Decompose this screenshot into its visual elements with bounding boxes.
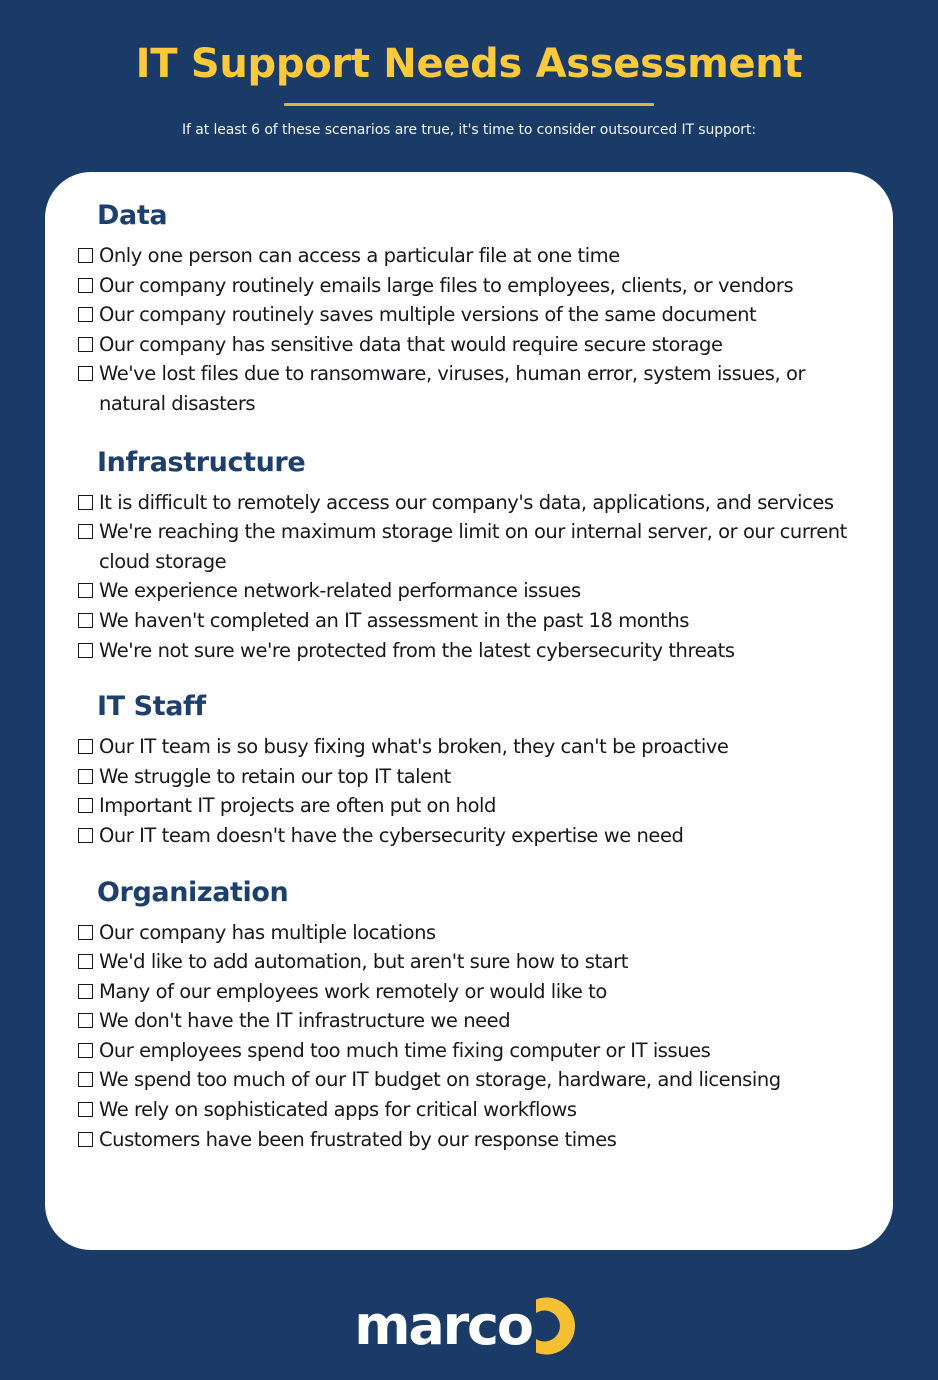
checklist-item-label: Important IT projects are often put on hold <box>99 794 496 818</box>
checkbox-icon[interactable] <box>78 1102 93 1117</box>
checklist-item[interactable] <box>75 821 863 851</box>
title-divider <box>284 103 654 106</box>
checklist-item[interactable] <box>75 606 863 636</box>
checklist-item-label: Our company routinely emails large files to employees, clients, or vendors <box>99 273 794 297</box>
checkbox-icon[interactable] <box>78 769 93 784</box>
page-title: IT Support Needs Assessment <box>135 41 803 87</box>
checklist-item-label: Our company has sensitive data that would require secure storage <box>99 332 723 356</box>
checkbox-icon[interactable] <box>78 984 93 999</box>
checklist-item[interactable] <box>75 330 863 360</box>
checklist-item-label: Our company routinely saves multiple versions of the same document <box>99 303 757 327</box>
checklist-item[interactable] <box>75 762 863 792</box>
checklist-item-label: We experience network-related performance issues <box>99 579 581 603</box>
checkbox-icon[interactable] <box>78 524 93 539</box>
page-footer <box>0 1272 938 1380</box>
checklist-item[interactable] <box>75 977 863 1007</box>
checklist-card <box>45 172 893 1250</box>
checklist-section <box>75 877 863 1155</box>
checklist-item-label: We're reaching the maximum storage limit on our internal server, or our current cloud storage <box>99 520 847 573</box>
checklist-item[interactable] <box>75 517 863 576</box>
checkbox-icon[interactable] <box>78 828 93 843</box>
checklist-section <box>75 447 863 666</box>
checklist-item[interactable] <box>75 1065 863 1095</box>
logo-wordmark: marco <box>354 1294 532 1357</box>
checkbox-icon[interactable] <box>78 583 93 598</box>
section-heading: IT Staff <box>97 691 206 723</box>
checklist-items <box>75 918 863 1155</box>
checkbox-icon[interactable] <box>78 1043 93 1058</box>
checkbox-icon[interactable] <box>78 925 93 940</box>
checkbox-icon[interactable] <box>78 739 93 754</box>
checklist-item-label: We haven't completed an IT assessment in the past 18 months <box>99 608 689 632</box>
checklist-item-label: We spend too much of our IT budget on storage, hardware, and licensing <box>99 1068 781 1092</box>
checklist-item-label: Our company has multiple locations <box>99 920 436 944</box>
checklist-section <box>75 200 863 419</box>
checkbox-icon[interactable] <box>78 798 93 813</box>
marco-logo <box>354 1290 583 1362</box>
checklist-item-label: Our IT team is so busy fixing what's broken, they can't be proactive <box>99 735 729 759</box>
checkbox-icon[interactable] <box>78 278 93 293</box>
checkbox-icon[interactable] <box>78 1132 93 1147</box>
checklist-item[interactable] <box>75 636 863 666</box>
checklist-item[interactable] <box>75 732 863 762</box>
checklist-items <box>75 488 863 666</box>
checkbox-icon[interactable] <box>78 366 93 381</box>
section-heading: Organization <box>97 876 289 908</box>
page-subtitle: If at least 6 of these scenarios are true, it's time to consider outsourced IT support: <box>182 122 756 138</box>
checklist-item[interactable] <box>75 1006 863 1036</box>
checkbox-icon[interactable] <box>78 248 93 263</box>
section-heading: Infrastructure <box>97 446 306 478</box>
checklist-item[interactable] <box>75 359 863 418</box>
checkbox-icon[interactable] <box>78 954 93 969</box>
checkbox-icon[interactable] <box>78 1013 93 1028</box>
checklist-item-label: We're not sure we're protected from the latest cybersecurity threats <box>99 638 735 662</box>
page-header <box>0 0 938 138</box>
checkbox-icon[interactable] <box>78 307 93 322</box>
checklist-item-label: We don't have the IT infrastructure we need <box>99 1009 511 1033</box>
checklist-item[interactable] <box>75 1125 863 1155</box>
checklist-items <box>75 732 863 850</box>
checklist-item-label: Customers have been frustrated by our response times <box>99 1127 617 1151</box>
checklist-item[interactable] <box>75 488 863 518</box>
checklist-item[interactable] <box>75 241 863 271</box>
checklist-item-label: We rely on sophisticated apps for critical workflows <box>99 1098 577 1122</box>
checkbox-icon[interactable] <box>78 643 93 658</box>
checklist-item[interactable] <box>75 271 863 301</box>
checkbox-icon[interactable] <box>78 613 93 628</box>
checklist-item-label: We'd like to add automation, but aren't sure how to start <box>99 950 628 974</box>
checkbox-icon[interactable] <box>78 1072 93 1087</box>
checklist-item[interactable] <box>75 791 863 821</box>
checklist-item[interactable] <box>75 918 863 948</box>
checklist-item-label: Our employees spend too much time fixing computer or IT issues <box>99 1038 711 1062</box>
checklist-section <box>75 691 863 850</box>
checklist-item[interactable] <box>75 300 863 330</box>
checklist-item[interactable] <box>75 947 863 977</box>
checklist-item[interactable] <box>75 1036 863 1066</box>
checkbox-icon[interactable] <box>78 337 93 352</box>
checklist-item-label: We've lost files due to ransomware, viruses, human error, system issues, or natural disasters <box>99 362 806 415</box>
checklist-item-label: Our IT team doesn't have the cybersecurity expertise we need <box>99 823 684 847</box>
checkbox-icon[interactable] <box>78 495 93 510</box>
checklist-item-label: It is difficult to remotely access our company's data, applications, and services <box>99 490 834 514</box>
checklist-item[interactable] <box>75 1095 863 1125</box>
checklist-item-label: Only one person can access a particular file at one time <box>99 244 620 267</box>
checklist-items <box>75 241 863 419</box>
checklist-item-label: Many of our employees work remotely or would like to <box>99 979 607 1003</box>
checklist-item-label: We struggle to retain our top IT talent <box>99 764 451 788</box>
section-heading: Data <box>97 200 168 231</box>
checklist-item[interactable] <box>75 576 863 606</box>
